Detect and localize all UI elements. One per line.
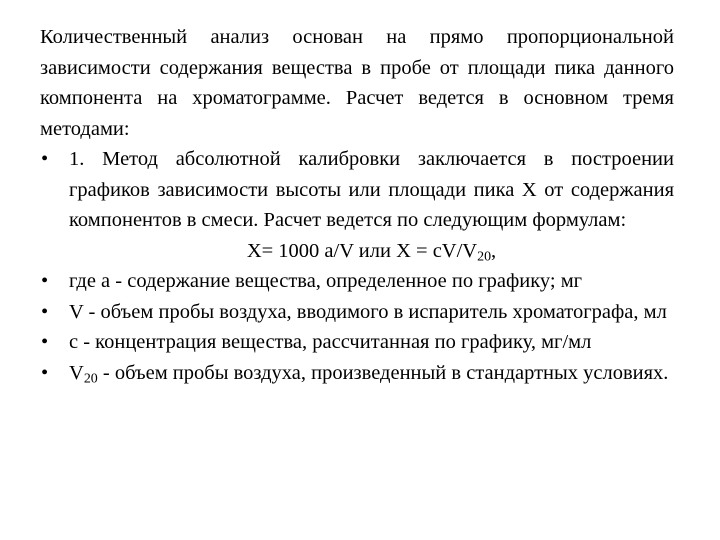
bullet-marker: • [41, 270, 49, 292]
bullet-marker: • [41, 148, 49, 170]
bullet-marker: • [41, 300, 49, 323]
bullet-item-v20 [40, 358, 674, 389]
bullet-text-method: 1. Метод абсолютной калибровки заключается в построении графиков зависимости высоты или площади пика X от содержания компонентов в смеси. Расчет ведется по следующим формулам: [69, 148, 674, 231]
bullet-lead-subscript: 20 [83, 370, 98, 386]
bullet-text-a: где a - содержание вещества, определенное по графику; мг [69, 270, 583, 292]
bullet-marker: • [41, 361, 49, 384]
bullet-item-a [40, 266, 674, 297]
formula-line [40, 236, 674, 267]
slide-content [40, 22, 674, 388]
bullet-item-method [40, 144, 674, 236]
bullet-lead-v20: V [69, 361, 84, 384]
bullet-text-v20: - объем пробы воздуха, произведенный в стандартных условиях. [97, 361, 669, 384]
bullet-text-v: V - объем пробы воздуха, вводимого в испаритель хроматографа, мл [69, 300, 667, 323]
bullet-item-c [40, 327, 674, 358]
intro-paragraph: Количественный анализ основан на прямо пропорциональной зависимости содержания вещества в пробе от площади пика данного компонента на хроматограмме. Расчет ведется в основном тремя методами: [40, 26, 674, 140]
bullet-text-c: c - концентрация вещества, рассчитанная по графику, мг/мл [69, 331, 592, 353]
formula-subscript: 20 [477, 248, 492, 264]
bullet-list [40, 144, 674, 388]
bullet-marker: • [41, 331, 49, 353]
formula-tail: , [491, 239, 497, 262]
bullet-item-v [40, 297, 674, 328]
formula-main: X= 1000 a/V или X = cV/V [246, 239, 478, 262]
